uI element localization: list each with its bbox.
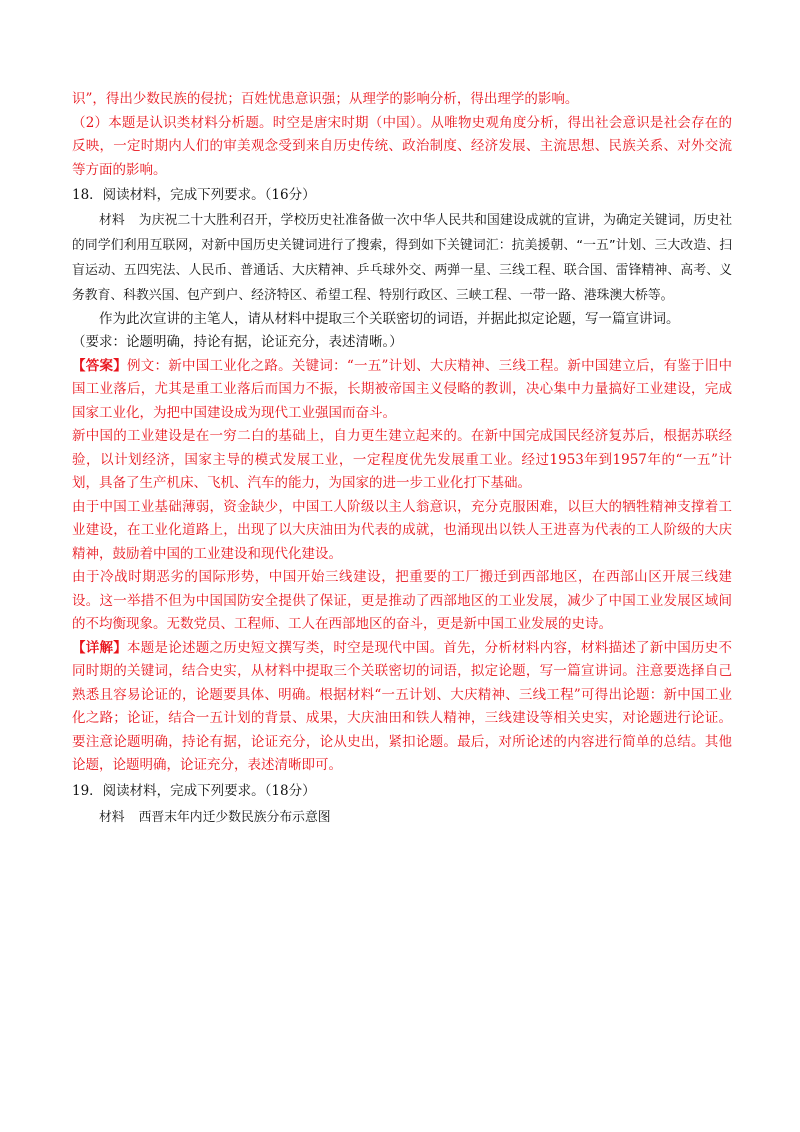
figure-caption: 西晋末年内迁少数民族分布示意图 xyxy=(138,810,331,825)
question-19-title: 19．阅读材料，完成下列要求。（18分） xyxy=(72,782,316,799)
material-text: 为庆祝二十大胜利召开，学校历史社准备做一次中华人民共和国建设成就的宣讲，为确定关键词，历史社的同学们利用互联网，对新中国历史关键词进行了搜索，得到如下关键词汇：抗美援朝、“一五”计划、三大改造、扫盲运动、五四宪法、人民币、普通话、大庆精神、乒乓球外交、两弹一星、三线工程、联合国、雷锋精神、高考、义务教育、科教兴国、包产到户、经济特区、希望工程、特别行政区、三峡工程、一带一路、港珠澳大桥等。 xyxy=(72,212,733,303)
question-18-title: 18．阅读材料，完成下列要求。（16分） xyxy=(72,187,316,203)
prev-analysis-part2: （2）本题是认识类材料分析题。时空是唐宋时期（中国）。从唯物史观角度分析，得出社会意识是社会存在的反映，一定时期内人们的审美观念受到来自历史传统、政治制度、经济发展、主流思想、民族关系、对外交流等方面的影响。 xyxy=(72,114,732,178)
answer-tag: 【答案】 xyxy=(72,357,127,374)
material-label: 材料 xyxy=(99,212,125,228)
material-label-19: 材料 xyxy=(99,810,125,825)
prev-analysis-line: 识”，得出少数民族的侵扰；百姓忧患意识强；从理学的影响分析，得出理学的影响。 xyxy=(72,91,579,107)
detail-text: 本题是论述题之历史短文撰写类，时空是现代中国。首先，分析材料内容，材料描述了新中国历史不同时期的关键词，结合史实，从材料中提取三个关联密切的词语，拟定论题，写一篇宣讲词。注意要选择自己熟悉且容易论证的，论题要具体、明确。根据材料“一五计划、大庆精神、三线工程”可得出论题：新中国工业化之路；论证，结合一五计划的背景、成果，大庆油田和铁人精神，三线建设等相关史实，对论题进行论证。要注意论题明确，持论有据，论证充分，论从史出，紧扣论题。最后，对所论述的内容进行简单的总结。其他论题，论题明确，论证充分，表述清晰即可。 xyxy=(72,639,733,773)
question-18-requirement: （要求：论题明确，持论有据，论证充分，表述清晰。） xyxy=(72,334,403,350)
question-19-material xyxy=(72,805,732,830)
detail-tag: 【详解】 xyxy=(72,639,128,656)
question-18-material xyxy=(72,208,732,308)
answer-paragraph-4: 由于冷战时期恶劣的国际形势，中国开始三线建设，把重要的工厂搬迁到西部地区，在西部山区开展三线建设。这一举措不但为中国国防安全提供了保证，更是推动了西部地区的工业发展，减少了中国工业发展区域间的不均衡现象。无数党员、工程师、工人在西部地区的奋斗，更是新中国工业发展的史诗。 xyxy=(72,569,732,632)
answer-text-1: 例文：新中国工业化之路。关键词：“一五”计划、大庆精神、三线工程。新中国建立后，有鉴于旧中国工业落后，尤其是重工业落后而国力不振，长期被帝国主义侵略的教训，决心集中力量搞好工业建设，完成国家工业化，为把中国建设成为现代工业强国而奋斗。 xyxy=(72,357,732,421)
document-page xyxy=(72,88,732,830)
detail-paragraph xyxy=(72,637,732,778)
answer-paragraph-1 xyxy=(72,355,732,426)
answer-paragraph-2: 新中国的工业建设是在一穷二白的基础上，自力更生建立起来的。在新中国完成国民经济复苏后，根据苏联经验，以计划经济，国家主导的模式发展工业，一定程度优先发展重工业。经过1953年到1957年的“一五”计划，具备了生产机床、飞机、汽车的能力，为国家的进一步工业化打下基础。 xyxy=(72,428,732,491)
question-18-task: 作为此次宣讲的主笔人，请从材料中提取三个关联密切的词语，并据此拟定论题，写一篇宣讲词。 xyxy=(99,310,680,327)
answer-paragraph-3: 由于中国工业基础薄弱，资金缺少，中国工人阶级以主人翁意识，充分克服困难，以巨大的牺牲精神支撑着工业建设，在工业化道路上，出现了以大庆油田为代表的成就，也涌现出以铁人王进喜为代表的工人阶级的大庆精神，鼓励着中国的工业建设和现代化建设。 xyxy=(72,498,732,562)
